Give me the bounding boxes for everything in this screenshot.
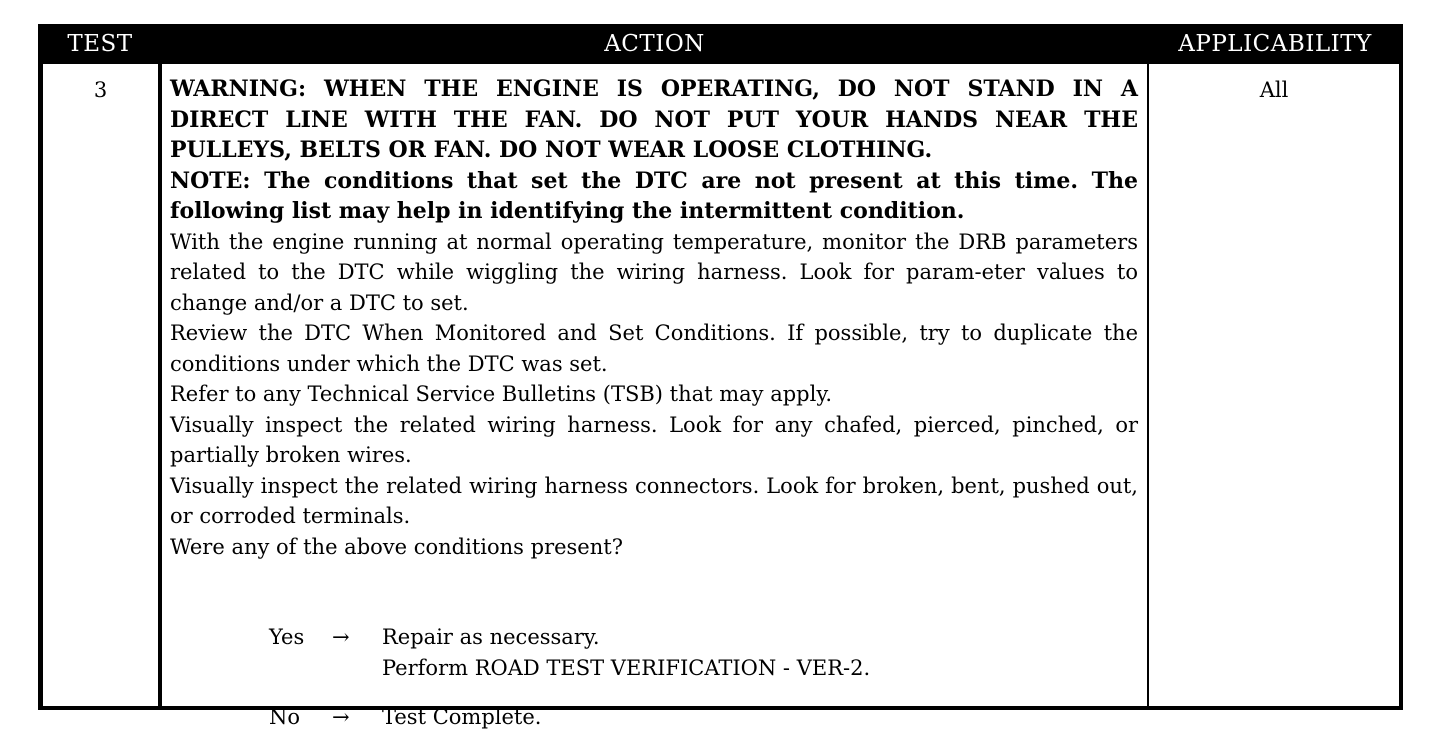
outcome-no-line1: Test Complete. xyxy=(382,705,542,729)
note-text: NOTE: The conditions that set the DTC are not present at this time. The following list may help in identifying the intermittent condition. xyxy=(170,167,1138,224)
action-cell xyxy=(162,64,1147,729)
outcome-no-label: No xyxy=(269,705,301,729)
outcome-yes-label: Yes xyxy=(269,625,305,649)
outcome-yes-line1: Repair as necessary. xyxy=(382,625,600,649)
step-refer-tsb: Refer to any Technical Service Bulletins (TSB) that may apply. xyxy=(170,382,833,406)
action-body xyxy=(170,74,1138,562)
outcome-yes-line2: Perform ROAD TEST VERIFICATION - VER-2. xyxy=(382,655,871,680)
step-review-conditions: Review the DTC When Monitored and Set Conditions. If possible, try to duplicate the conditions under which the DTC was set. xyxy=(170,321,1138,376)
applicability-cell xyxy=(1149,64,1399,706)
arrow-right-icon: → xyxy=(332,705,350,729)
warning-text: WARNING: WHEN THE ENGINE IS OPERATING, DO NOT STAND IN A DIRECT LINE WITH THE FAN. DO NOT PUT YOUR HANDS NEAR THE PULLEYS, BELTS OR FAN. DO NOT WEAR LOOSE CLOTHING. xyxy=(170,76,1138,163)
header-action: ACTION xyxy=(604,31,705,57)
step-inspect-connectors: Visually inspect the related wiring harness connectors. Look for broken, bent, pushed out, or corroded terminals. xyxy=(170,473,1138,528)
diagnostic-table xyxy=(38,24,1403,729)
header-test: TEST xyxy=(67,31,133,57)
arrow-right-icon: → xyxy=(332,625,350,649)
step-inspect-harness: Visually inspect the related wiring harness. Look for any chafed, pierced, pinched, or partially broken wires. xyxy=(170,412,1138,467)
test-number: 3 xyxy=(93,78,108,102)
step-monitor-parameters: With the engine running at normal operating temperature, monitor the DRB parameters related to the DTC while wiggling the wiring harness. Look for param-eter values to change and/or a DTC to set. xyxy=(170,229,1138,315)
question-text: Were any of the above conditions present? xyxy=(170,534,623,559)
header-applicability: APPLICABILITY xyxy=(1178,31,1372,57)
applicability-value: All xyxy=(1259,78,1289,102)
test-cell xyxy=(43,64,158,706)
